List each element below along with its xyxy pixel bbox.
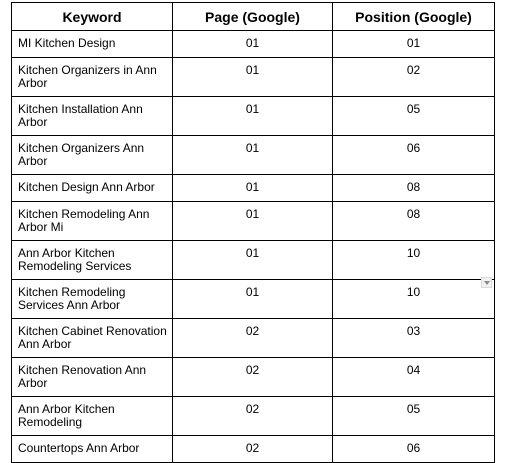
- table-row: [12, 97, 495, 136]
- position-cell: 02: [333, 58, 495, 97]
- page-cell: 02: [173, 358, 333, 397]
- table-row: [12, 280, 495, 319]
- table-row: [12, 175, 495, 202]
- table-row: [12, 202, 495, 241]
- table-row: [12, 136, 495, 175]
- position-cell: 10: [333, 241, 495, 280]
- position-cell: 10: [333, 280, 495, 319]
- page-cell: 01: [173, 31, 333, 58]
- keyword-cell: Kitchen Design Ann Arbor: [12, 175, 173, 202]
- keyword-cell: Kitchen Organizers in Ann Arbor: [12, 58, 173, 97]
- keyword-cell: Kitchen Remodeling Services Ann Arbor: [12, 280, 173, 319]
- table-row: [12, 58, 495, 97]
- keyword-cell: Kitchen Renovation Ann Arbor: [12, 358, 173, 397]
- header-page-google: Page (Google): [173, 3, 333, 31]
- position-cell: 08: [333, 202, 495, 241]
- table-row: [12, 397, 495, 436]
- page-cell: 01: [173, 175, 333, 202]
- keyword-cell: Kitchen Remodeling Ann Arbor Mi: [12, 202, 173, 241]
- position-cell: 03: [333, 319, 495, 358]
- keyword-cell: Kitchen Installation Ann Arbor: [12, 97, 173, 136]
- keyword-cell: MI Kitchen Design: [12, 31, 173, 58]
- table-header-row: [12, 3, 495, 31]
- page-cell: 01: [173, 280, 333, 319]
- table-row: [12, 436, 495, 463]
- position-cell: 04: [333, 358, 495, 397]
- page-cell: 01: [173, 202, 333, 241]
- chevron-down-icon[interactable]: [481, 277, 492, 288]
- table-row: [12, 31, 495, 58]
- page-cell: 01: [173, 58, 333, 97]
- page-cell: 01: [173, 136, 333, 175]
- page-cell: 02: [173, 397, 333, 436]
- position-cell: 05: [333, 97, 495, 136]
- keyword-cell: Ann Arbor Kitchen Remodeling: [12, 397, 173, 436]
- position-cell: 01: [333, 31, 495, 58]
- position-cell: 05: [333, 397, 495, 436]
- page-cell: 02: [173, 319, 333, 358]
- keyword-cell: Ann Arbor Kitchen Remodeling Services: [12, 241, 173, 280]
- keyword-cell: Countertops Ann Arbor: [12, 436, 173, 463]
- header-keyword: Keyword: [12, 3, 173, 31]
- page-cell: 02: [173, 436, 333, 463]
- keyword-ranking-table: [11, 2, 495, 463]
- table-row: [12, 241, 495, 280]
- table-row: [12, 358, 495, 397]
- page-cell: 01: [173, 97, 333, 136]
- keyword-cell: Kitchen Cabinet Renovation Ann Arbor: [12, 319, 173, 358]
- header-position-google: Position (Google): [333, 3, 495, 31]
- position-cell: 06: [333, 436, 495, 463]
- keyword-cell: Kitchen Organizers Ann Arbor: [12, 136, 173, 175]
- page-cell: 01: [173, 241, 333, 280]
- table-row: [12, 319, 495, 358]
- position-cell: 06: [333, 136, 495, 175]
- position-cell: 08: [333, 175, 495, 202]
